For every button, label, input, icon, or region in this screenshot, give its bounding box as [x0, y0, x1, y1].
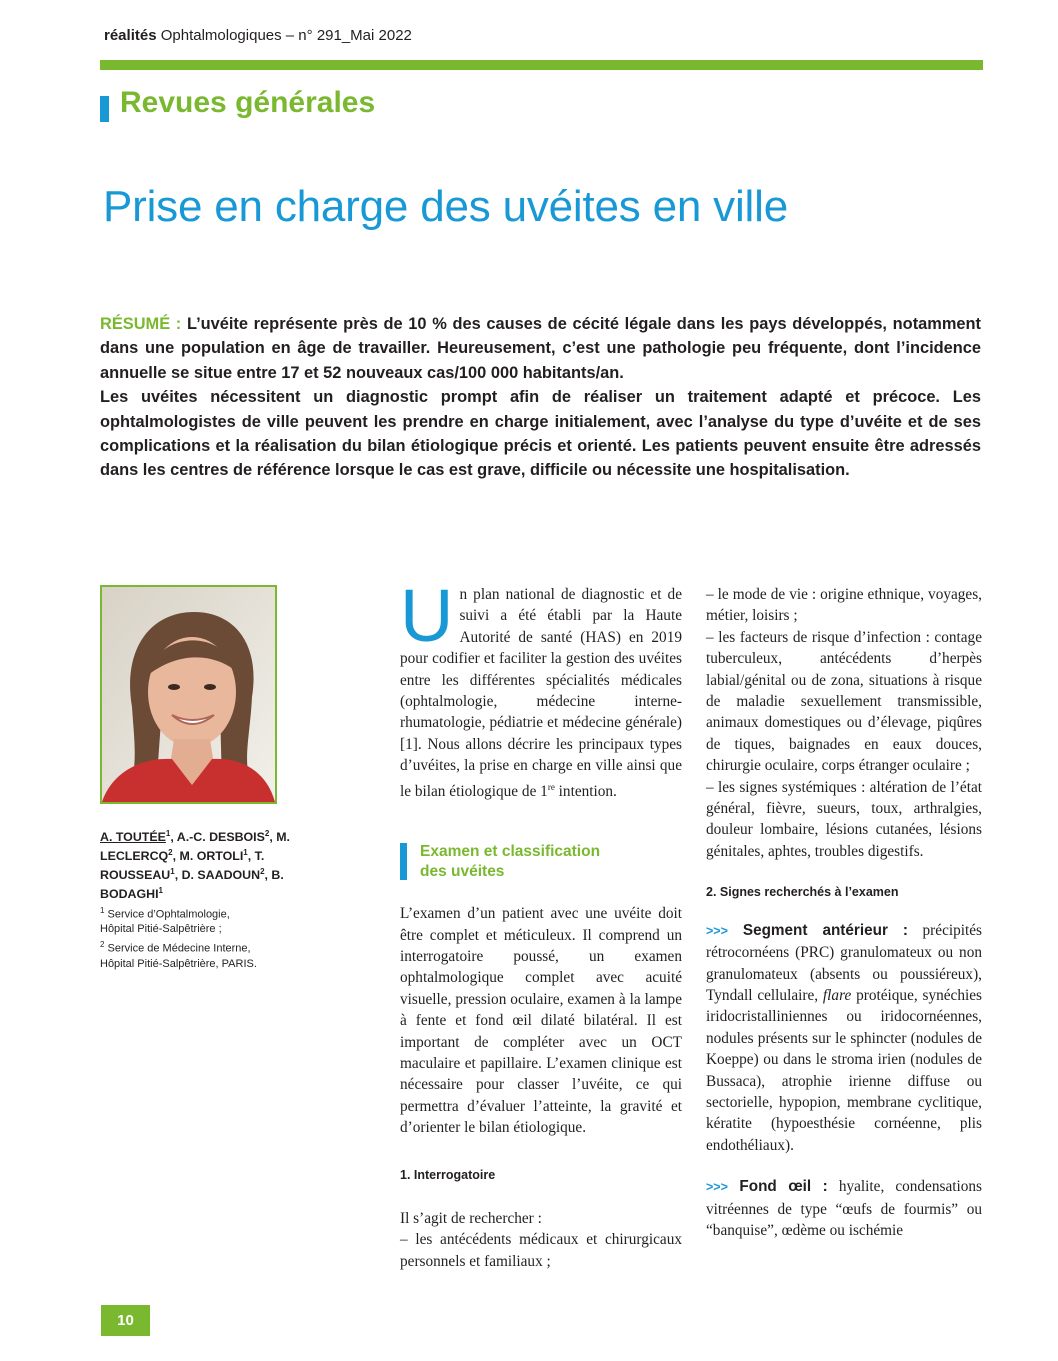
author-name: , T. ROUSSEAU [100, 849, 265, 883]
author-name: , D. SAADOUN [174, 868, 261, 883]
author-sup: 2 [168, 848, 173, 858]
intro-end: intention. [554, 782, 617, 800]
intro-sup: re [547, 781, 555, 792]
subheading-line-1: Examen et classification [420, 843, 601, 861]
author-name: , A.-C. DESBOIS [170, 830, 265, 845]
page-number: 10 [101, 1305, 150, 1336]
affiliation-sup: 1 [100, 905, 105, 915]
heading-interrogatoire: 1. Interrogatoire [400, 1167, 496, 1182]
heading-signes: 2. Signes recherchés à l’examen [706, 885, 899, 900]
affiliation-1 [100, 903, 305, 938]
exam-paragraph: L’examen d’un patient avec une uvéite doit être complet et méticuleux. Il comprend un interrogatoire poussé, un examen ophtalmologique complet avec acuité visuelle, pression oculaire, examen à la lampe à fente et fond œil dilaté bilatéral. Il est important de compléter avec un OCT maculaire et papillaire. L’examen clinique est nécessaire pour classer l’uvéite, ce qui permettra d’évaluer l’atteinte, la gravité et d’orienter le bilan étiologique. [400, 905, 682, 1137]
affiliation-2 [100, 937, 305, 972]
interro-item-1: – les antécédents médicaux et chirurgicaux personnels et familiaux ; [400, 1231, 682, 1270]
segment-text: précipités rétrocornéens (PRC) granulomateux ou non granulomateux (absents ou poussiéreux), Tyndall cellulaire, [706, 921, 982, 1004]
intro-paragraph [400, 574, 682, 802]
abstract-paragraph-2: Les uvéites nécessitent un diagnostic prompt afin de réaliser un traitement adapté et précoce. Les ophtalmologistes de ville peuvent les prendre en charge initialement, avec l’analyse du type d’uvéite et de ses complications et la réalisation du bilan étiologique précis et orienté. Les patients peuvent ensuite être adressés dans les centres de référence lorsque le cas est grave, difficile ou nécessite une hospitalisation. [100, 388, 981, 480]
author-names [100, 826, 305, 903]
body-column-1 [400, 574, 682, 1272]
article-title: Prise en charge des uvéites en ville [103, 182, 788, 231]
segment-text-end: protéique, synéchies iridocristalliniennes ou iridocornéennes, nodules présents sur le sphincter (nodules de Koeppe) ou dans le stroma irien (nodules de Bussaca), atrophie irienne diffuse ou sectorielle, hypopion, membrane cyclitique, kératite (hypoesthésie cornéenne, plis endothéliaux). [706, 986, 982, 1154]
arrow-marker: >>> [706, 1180, 728, 1195]
abstract-paragraph-1 [100, 312, 981, 385]
header-rule [100, 60, 983, 70]
abstract [100, 312, 981, 483]
author-portrait-image [102, 587, 275, 802]
abstract-lead: RÉSUMÉ : [100, 315, 182, 333]
affiliation-text: Hôpital Pitié-Salpêtrière, PARIS. [100, 957, 257, 970]
arrow-marker: >>> [706, 923, 728, 938]
segment-flare: flare [822, 986, 852, 1004]
journal-brand: réalités [104, 27, 157, 44]
author-photo [100, 585, 277, 804]
abstract-text-1: L’uvéite représente près de 10 % des causes de cécité légale dans les pays développés, notamment dans une population en âge de travailler. Heureusement, c’est une pathologie peu fréquente, dont l’incidence annuelle se situe entre 17 et 52 nouveaux cas/100 000 habitants/an. [100, 315, 982, 382]
author-block [100, 826, 305, 972]
author-sup: 2 [260, 867, 265, 877]
journal-header [104, 27, 412, 44]
subheading-marker [400, 843, 407, 880]
fond-oeil-paragraph [706, 1176, 982, 1241]
author-name: , B. BODAGHI [100, 868, 284, 902]
drop-cap: U [400, 574, 454, 657]
section-title: Revues générales [120, 86, 376, 119]
subsection-heading [400, 842, 682, 881]
author-sup: 1 [165, 829, 171, 838]
journal-issue: Ophtalmologiques – n° 291_Mai 2022 [160, 27, 412, 44]
affiliation-text: Service d’Ophtalmologie, [104, 908, 230, 921]
author-sup: 2 [264, 829, 270, 838]
section-marker [100, 96, 109, 122]
subheading-line-2: des uvéites [420, 862, 505, 880]
author-sup: 1 [170, 867, 175, 877]
fond-label: Fond œil : [727, 1178, 828, 1196]
author-sup: 1 [158, 886, 163, 896]
author-sup: 1 [243, 848, 248, 858]
interro-item-4: – les signes systémiques : altération de l’état général, fièvre, sueurs, toux, arthralgies, douleur lombaire, lésions cutanées, lésions génitales, aphtes, troubles digestifs. [706, 778, 982, 860]
author-name: , M. ORTOLI [172, 849, 244, 864]
intro-text: n plan national de diagnostic et de suivi a été établi par la Haute Autorité de santé (HAS) en 2019 pour codifier et faciliter la gestion des uvéites entre les différentes spécialités médicales (ophtalmologie, médecine interne-rhumatologie, pédiatrie et médecine générale) [1]. Nous allons décrire les principaux types d’uvéites, la prise en charge en ville ainsi que le bilan étiologique de 1 [400, 586, 682, 800]
segment-anterieur-paragraph [706, 920, 982, 1156]
author-primary: A. TOUTÉE [100, 830, 166, 845]
author-name: , M. LECLERCQ [100, 830, 290, 864]
segment-label: Segment antérieur : [727, 921, 908, 939]
body-column-2 [706, 584, 982, 1241]
interro-intro: Il s’agit de rechercher : [400, 1210, 542, 1228]
affiliation-sup: 2 [100, 940, 105, 950]
affiliation-text: Hôpital Pitié-Salpêtrière ; [100, 923, 222, 936]
interro-item-3: – les facteurs de risque d’infection : contage tuberculeux, antécédents d’herpès labial/génital ou de zona, situations à risque de maladie sexuellement transmissible, animaux domestiques ou d’élevage, piqûres de tiques, baignades en eaux douces, chirurgie oculaire, corps étranger oculaire ; [706, 628, 982, 775]
affiliation-text: Service de Médecine Interne, [104, 942, 251, 955]
fond-text: hyalite, condensations vitréennes de type “œufs de fourmis” ou “banquise”, œdème ou ischémie [706, 1178, 982, 1239]
interro-item-2: – le mode de vie : origine ethnique, voyages, métier, loisirs ; [706, 586, 982, 625]
